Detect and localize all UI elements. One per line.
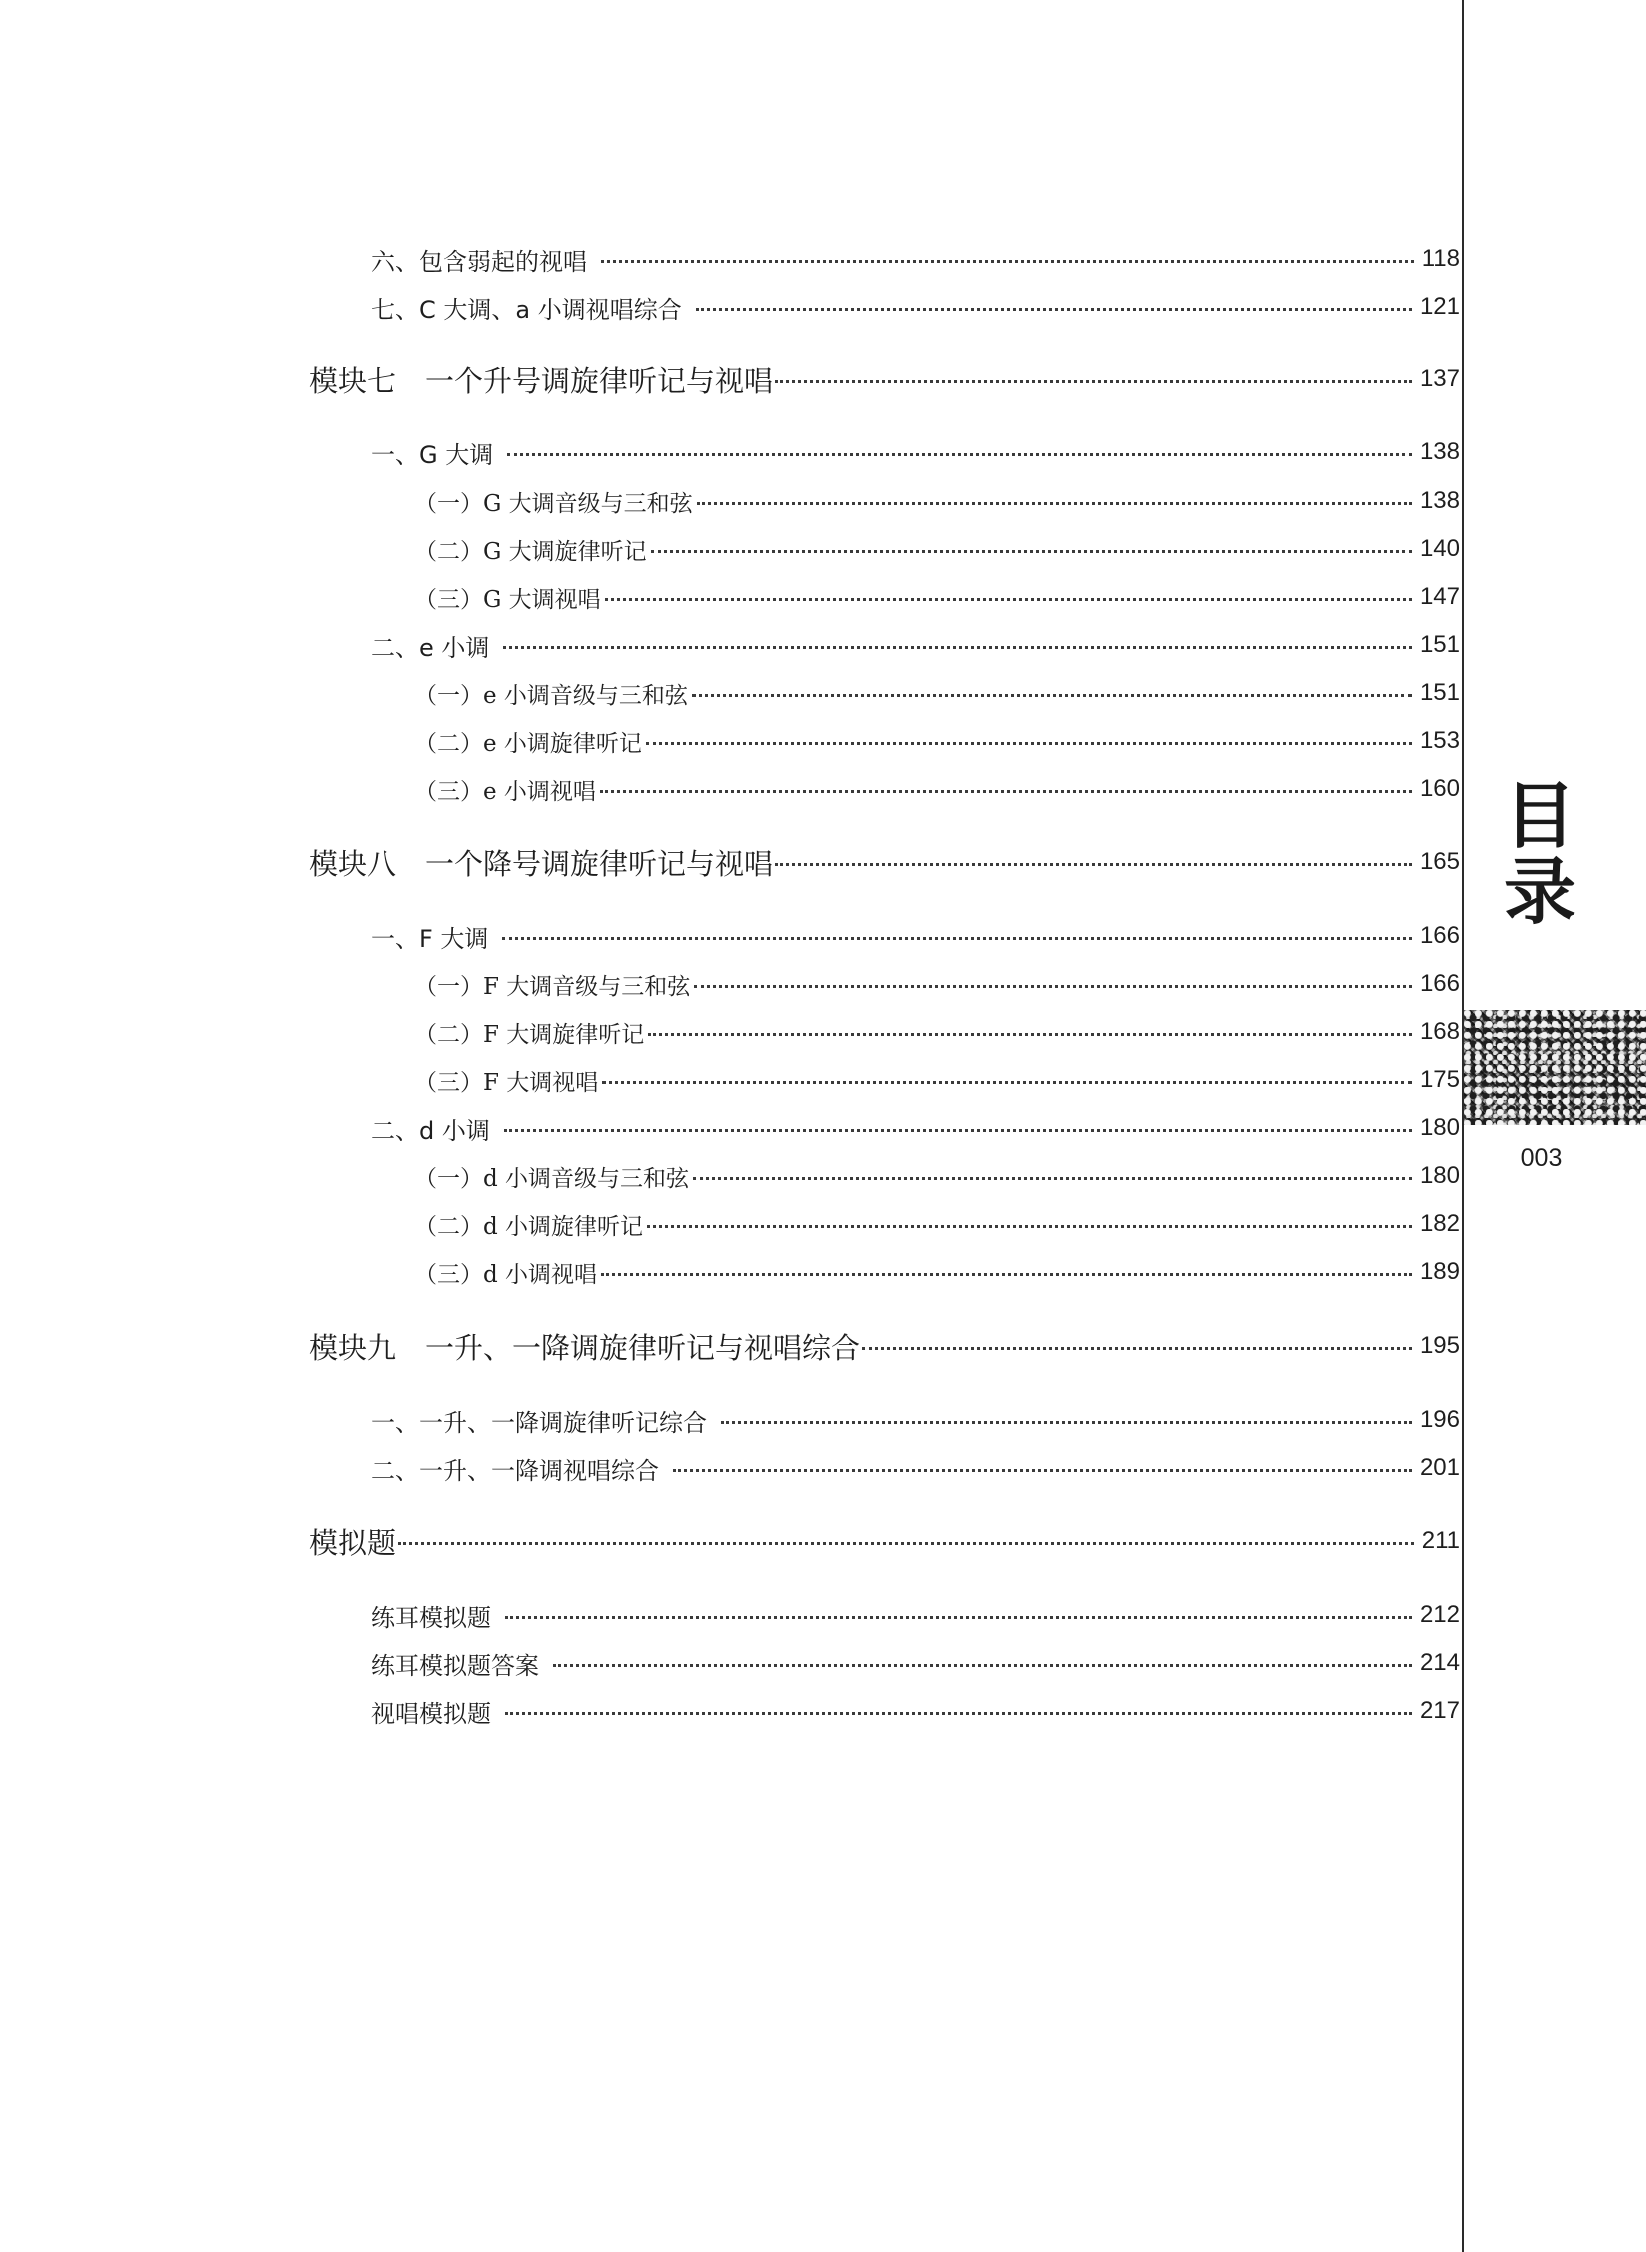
dot-leader <box>862 1347 1412 1350</box>
toc-entry-page: 166 <box>1419 970 1460 997</box>
toc-entry-page: 151 <box>1419 631 1460 658</box>
toc-entry-page: 160 <box>1419 775 1460 802</box>
chapter-tab-title-char: 目 <box>1503 773 1576 858</box>
dot-leader <box>601 260 1414 263</box>
toc-entry-title: （二）F 大调旋律听记 <box>414 1021 645 1048</box>
toc-entry-page: 153 <box>1419 727 1460 754</box>
toc-entry-title: （三）F 大调视唱 <box>414 1069 599 1096</box>
page-number: 003 <box>1520 1144 1563 1172</box>
toc-subentry[interactable] <box>414 1202 1460 1246</box>
dot-leader <box>651 550 1412 553</box>
toc-entry-title: 二、d 小调 <box>371 1116 490 1145</box>
toc-subentry[interactable] <box>414 479 1460 523</box>
toc-entry-title: （二）G 大调旋律听记 <box>414 538 647 565</box>
toc-entry[interactable] <box>371 914 1460 958</box>
toc-entry[interactable] <box>371 285 1460 329</box>
toc-subentry[interactable] <box>414 1250 1460 1294</box>
chapter-tab-title <box>1500 773 1580 934</box>
toc-entry-page: 214 <box>1419 1649 1460 1676</box>
toc-module-heading[interactable] <box>309 1324 1460 1368</box>
toc-entry-title: 二、e 小调 <box>371 633 490 662</box>
toc-entry-page: 211 <box>1421 1527 1460 1554</box>
toc-subentry[interactable] <box>414 1010 1460 1054</box>
toc-entry-page: 166 <box>1419 922 1460 949</box>
toc-entry-title: 七、C 大调、a 小调视唱综合 <box>371 295 682 324</box>
toc-entry-page: 180 <box>1419 1114 1460 1141</box>
toc-entry-page: 138 <box>1419 487 1460 514</box>
dot-leader <box>398 1542 1414 1545</box>
toc-entry-title: 模拟题 <box>309 1525 397 1560</box>
toc-entry-page: 212 <box>1419 1601 1460 1628</box>
toc-entry-title: 视唱模拟题 <box>371 1699 491 1728</box>
dot-leader <box>600 790 1412 793</box>
toc-module-heading[interactable] <box>309 357 1460 401</box>
toc-entry-page: 118 <box>1421 245 1460 272</box>
toc-entry-page: 189 <box>1419 1258 1460 1285</box>
dot-leader <box>503 646 1412 649</box>
dot-leader <box>601 1273 1412 1276</box>
toc-entry-page: 201 <box>1419 1454 1460 1481</box>
toc-entry[interactable] <box>371 1641 1460 1685</box>
chapter-tab-title-char: 录 <box>1503 849 1576 934</box>
toc-entry-page: 175 <box>1419 1066 1460 1093</box>
dot-leader <box>775 380 1412 383</box>
toc-entry-page: 140 <box>1419 535 1460 562</box>
toc-entry-page: 165 <box>1419 848 1460 875</box>
toc-entry-title: （一）e 小调音级与三和弦 <box>414 682 688 709</box>
toc-entry-title: 模块九 一升、一降调旋律听记与视唱综合 <box>309 1330 861 1365</box>
toc-entry-page: 138 <box>1419 438 1460 465</box>
toc-entry-title: （三）e 小调视唱 <box>414 778 596 805</box>
toc-subentry[interactable] <box>414 962 1460 1006</box>
toc-entry-title: 一、F 大调 <box>371 924 489 953</box>
toc-entry-page: 137 <box>1419 365 1460 392</box>
dot-leader <box>504 1129 1412 1132</box>
toc-entry-page: 196 <box>1419 1406 1460 1433</box>
toc-subentry[interactable] <box>414 719 1460 763</box>
toc-entry-title: （三）G 大调视唱 <box>414 586 601 613</box>
toc-entry-page: 151 <box>1419 679 1460 706</box>
dot-leader <box>693 1177 1412 1180</box>
toc-subentry[interactable] <box>414 575 1460 619</box>
toc-entry-title: 模块八 一个降号调旋律听记与视唱 <box>309 846 774 881</box>
toc-entry[interactable] <box>371 1398 1460 1442</box>
toc-entry-title: 练耳模拟题答案 <box>371 1651 539 1680</box>
toc-entry-title: （二）d 小调旋律听记 <box>414 1213 644 1240</box>
dot-leader <box>694 985 1412 988</box>
toc-subentry[interactable] <box>414 527 1460 571</box>
toc-entry-title: 二、一升、一降调视唱综合 <box>371 1456 659 1485</box>
toc-entry[interactable] <box>371 1446 1460 1490</box>
dot-leader <box>721 1421 1412 1424</box>
toc-entry-title: 练耳模拟题 <box>371 1603 491 1632</box>
dot-leader <box>502 937 1412 940</box>
toc-subentry[interactable] <box>414 767 1460 811</box>
toc-entry-title: （一）F 大调音级与三和弦 <box>414 973 691 1000</box>
toc-entry[interactable] <box>371 1106 1460 1150</box>
dot-leader <box>605 598 1412 601</box>
toc-entry-title: 一、G 大调 <box>371 440 494 469</box>
toc-subentry[interactable] <box>414 671 1460 715</box>
dot-leader <box>775 863 1412 866</box>
toc-subentry[interactable] <box>414 1058 1460 1102</box>
dot-leader <box>507 453 1412 456</box>
dot-leader <box>647 1225 1412 1228</box>
dot-leader <box>697 502 1412 505</box>
dot-leader <box>692 694 1412 697</box>
toc-entry-title: （二）e 小调旋律听记 <box>414 730 642 757</box>
toc-entry[interactable] <box>371 237 1460 281</box>
dot-leader <box>673 1469 1412 1472</box>
dot-leader <box>505 1616 1412 1619</box>
dot-leader <box>696 308 1412 311</box>
dot-leader <box>602 1081 1412 1084</box>
toc-entry[interactable] <box>371 1689 1460 1733</box>
toc-subentry[interactable] <box>414 1154 1460 1198</box>
toc-entry-title: 模块七 一个升号调旋律听记与视唱 <box>309 363 774 398</box>
toc-entry-page: 168 <box>1419 1018 1460 1045</box>
margin-rule <box>1462 0 1464 2252</box>
toc-entry-title: （一）d 小调音级与三和弦 <box>414 1165 690 1192</box>
toc-entry[interactable] <box>371 430 1460 474</box>
dot-leader <box>553 1664 1412 1667</box>
toc-entry-title: 一、一升、一降调旋律听记综合 <box>371 1408 707 1437</box>
toc-entry-page: 147 <box>1419 583 1460 610</box>
toc-entry-page: 180 <box>1419 1162 1460 1189</box>
decorative-texture-block <box>1464 1010 1646 1125</box>
dot-leader <box>648 1033 1412 1036</box>
toc-entry-page: 182 <box>1419 1210 1460 1237</box>
toc-entry[interactable] <box>371 623 1460 667</box>
toc-entry-page: 195 <box>1419 1332 1460 1359</box>
toc-module-heading[interactable] <box>309 840 1460 884</box>
toc-entry[interactable] <box>371 1593 1460 1637</box>
toc-module-heading[interactable] <box>309 1519 1460 1563</box>
toc-entry-title: （三）d 小调视唱 <box>414 1261 598 1288</box>
toc-entry-page: 217 <box>1419 1697 1460 1724</box>
toc-entry-title: 六、包含弱起的视唱 <box>371 247 587 276</box>
toc-entry-page: 121 <box>1419 293 1460 320</box>
toc-entry-title: （一）G 大调音级与三和弦 <box>414 490 693 517</box>
dot-leader <box>505 1712 1412 1715</box>
dot-leader <box>646 742 1412 745</box>
